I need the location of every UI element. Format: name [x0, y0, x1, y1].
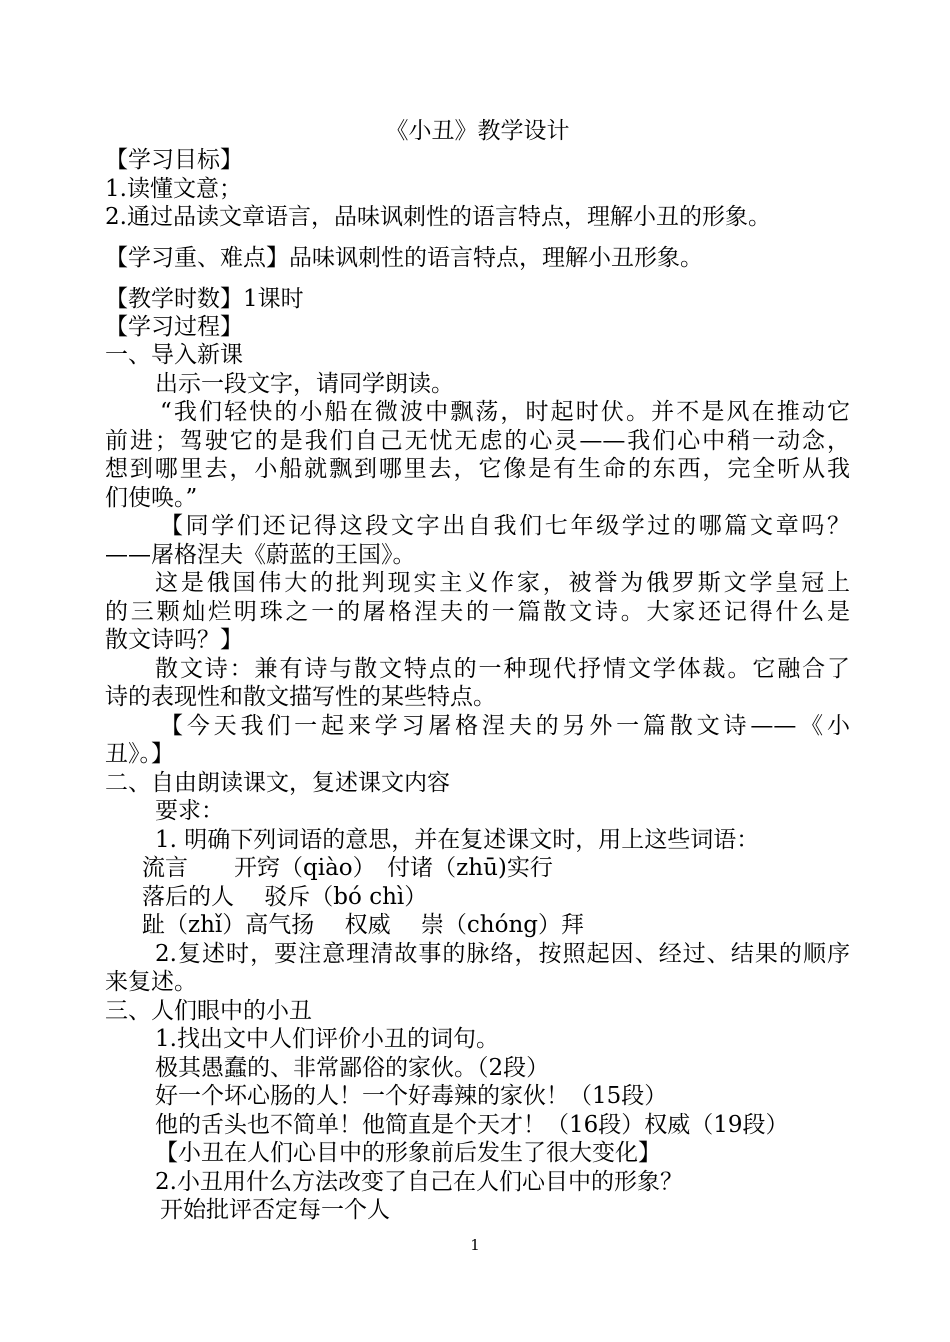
page-number: 1 [470, 1236, 480, 1254]
paragraph-line: 的三颗灿烂明珠之一的屠格涅夫的一篇散文诗。大家还记得什么是 [105, 599, 850, 625]
paragraph-line: 诗的表现性和散文描写性的某些特点。 [105, 684, 496, 710]
paragraph-line: 【同学们还记得这段文字出自我们七年级学过的哪篇文章吗？ [160, 513, 850, 539]
paragraph-line: 来复述。 [105, 969, 197, 995]
paragraph-line: 【小丑在人们心目中的形象前后发生了很大变化】 [155, 1140, 661, 1166]
paragraph-line: 【今天我们一起来学习屠格涅夫的另外一篇散文诗——《小 [160, 713, 850, 739]
vocab-line: 流言 开窍（qiào） 付诸（zhū)实行 [142, 855, 553, 881]
vocab-line: 落后的人 驳斥（bó chì） [142, 884, 428, 910]
paragraph-line: “我们轻快的小船在微波中飘荡，时起时伏。并不是风在推动它 [160, 399, 850, 425]
paragraph-line: 们使唤。” [105, 485, 198, 511]
section-heading: 一、导入新课 [105, 342, 243, 368]
goals-heading: 【学习目标】 [105, 147, 243, 173]
paragraph-line: 散文诗吗？】 [105, 627, 243, 653]
vocab-line: 趾（zhǐ）高气扬 权威 崇（chóng）拜 [142, 912, 584, 938]
key-points: 【学习重、难点】品味讽刺性的语言特点，理解小丑形象。 [105, 245, 703, 271]
section-heading: 二、自由朗读课文，复述课文内容 [105, 770, 450, 796]
paragraph-line: 1.找出文中人们评价小丑的词句。 [155, 1026, 499, 1052]
paragraph-line: 2.小丑用什么方法改变了自己在人们心目中的形象？ [155, 1169, 683, 1195]
paragraph-line: 这是俄国伟大的批判现实主义作家，被誉为俄罗斯文学皇冠上 [155, 570, 850, 596]
section-heading: 三、人们眼中的小丑 [105, 998, 312, 1024]
paragraph-line: 2.复述时，要注意理清故事的脉络，按照起因、经过、结果的顺序 [155, 941, 850, 967]
goal-item: 1.读懂文意； [105, 176, 242, 202]
paragraph-line: 他的舌头也不简单！他简直是个天才！（16段）权威（19段） [155, 1112, 789, 1138]
paragraph-line: 开始批评否定每一个人 [160, 1197, 390, 1223]
paragraph-line: 要求： [155, 798, 224, 824]
paragraph-line: 想到哪里去，小船就飘到哪里去，它像是有生命的东西，完全听从我 [105, 456, 850, 482]
paragraph-line: 丑》。】 [105, 741, 174, 767]
paragraph-line: 散文诗：兼有诗与散文特点的一种现代抒情文学体裁。它融合了 [155, 656, 850, 682]
goal-item: 2.通过品读文章语言，品味讽刺性的语言特点，理解小丑的形象。 [105, 204, 771, 230]
paragraph-line: 1. 明确下列词语的意思，并在复述课文时，用上这些词语： [155, 827, 760, 853]
process-heading: 【学习过程】 [105, 314, 243, 340]
paragraph-line: 极其愚蠢的、非常鄙俗的家伙。（2段） [155, 1055, 550, 1081]
teaching-hours: 【教学时数】1课时 [105, 286, 304, 312]
paragraph-line: 好一个坏心肠的人！一个好毒辣的家伙！（15段） [155, 1083, 668, 1109]
paragraph-line: 前进；驾驶它的是我们自己无忧无虑的心灵——我们心中稍一动念， [105, 428, 850, 454]
paragraph-line: ——屠格涅夫《蔚蓝的王国》。 [105, 542, 416, 568]
document-title: 《小丑》教学设计 [385, 118, 570, 144]
paragraph-line: 出示一段文字，请同学朗读。 [155, 371, 454, 397]
